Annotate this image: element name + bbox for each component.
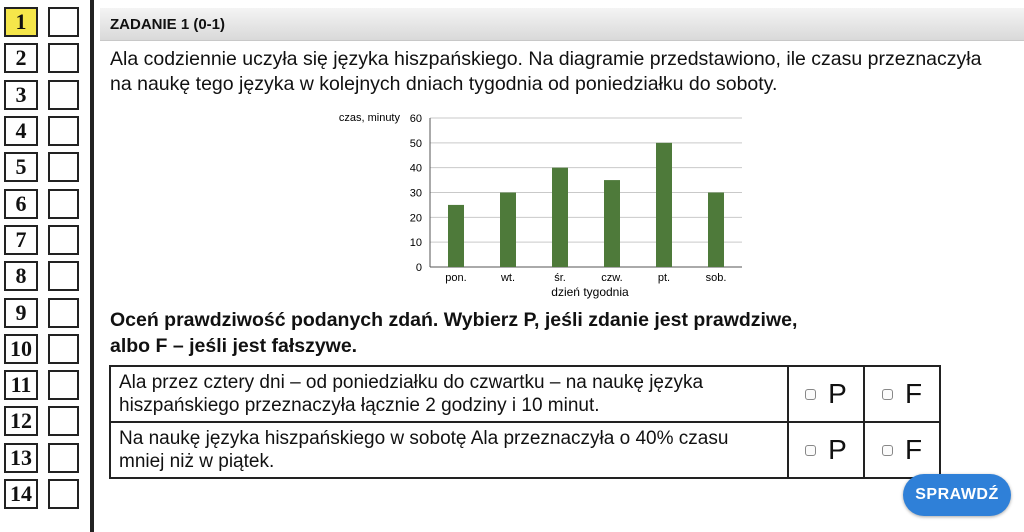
- nav-row: [4, 4, 84, 40]
- option-label: F: [904, 378, 923, 409]
- option-false[interactable]: [864, 366, 940, 422]
- statements-table: [109, 365, 941, 479]
- nav-number[interactable]: 6: [4, 189, 38, 219]
- nav-row: [4, 403, 84, 439]
- nav-row: [4, 222, 84, 258]
- radio-circle-icon[interactable]: [805, 389, 816, 400]
- y-tick-label: 20: [409, 212, 422, 225]
- nav-status-box[interactable]: [48, 334, 79, 364]
- x-tick-label: wt.: [500, 272, 516, 284]
- nav-row: [4, 40, 84, 76]
- chart-bars: [448, 143, 724, 267]
- nav-row: [4, 185, 84, 221]
- chart-bar: [708, 193, 724, 268]
- option-false[interactable]: [864, 422, 940, 478]
- option-label: P: [828, 434, 847, 465]
- nav-row: [4, 113, 84, 149]
- nav-status-box[interactable]: [48, 189, 79, 219]
- nav-status-box[interactable]: [48, 7, 79, 37]
- nav-number[interactable]: 7: [4, 225, 38, 255]
- nav-number[interactable]: 11: [4, 370, 38, 400]
- nav-status-box[interactable]: [48, 370, 79, 400]
- statement-text: Na naukę języka hiszpańskiego w sobotę Ala przeznaczyła o 40% czasu mniej niż w piątek.: [110, 422, 788, 478]
- vertical-divider: [90, 0, 94, 532]
- radio-circle-icon[interactable]: [805, 445, 816, 456]
- task-instruction-line: albo F – jeśli jest fałszywe.: [110, 335, 358, 357]
- nav-row: [4, 331, 84, 367]
- chart-bar: [500, 193, 516, 268]
- chart-y-label: czas, minuty: [338, 112, 400, 124]
- nav-status-box[interactable]: [48, 116, 79, 146]
- option-true[interactable]: [788, 422, 864, 478]
- nav-status-box[interactable]: [48, 479, 79, 509]
- task-navigator: [4, 4, 84, 512]
- nav-number[interactable]: 13: [4, 443, 38, 473]
- nav-row: [4, 149, 84, 185]
- x-tick-label: sob.: [705, 272, 727, 284]
- nav-status-box[interactable]: [48, 152, 79, 182]
- y-tick-label: 60: [409, 113, 422, 125]
- nav-status-box[interactable]: [48, 298, 79, 328]
- nav-status-box[interactable]: [48, 225, 79, 255]
- x-tick-label: pon.: [445, 272, 467, 284]
- chart-bar: [448, 205, 464, 267]
- chart-x-label: dzień tygodnia: [551, 285, 629, 299]
- x-tick-label: pt.: [657, 272, 671, 284]
- nav-status-box[interactable]: [48, 261, 79, 291]
- task-instruction-line: Oceń prawdziwość podanych zdań. Wybierz P, jeśli zdanie jest prawdziwe,: [110, 309, 798, 331]
- y-tick-label: 10: [409, 237, 422, 250]
- nav-status-box[interactable]: [48, 443, 79, 473]
- y-tick-label: 0: [415, 262, 422, 274]
- task-header: [100, 8, 1024, 41]
- statement-row: [110, 366, 940, 422]
- radio-circle-icon[interactable]: [882, 445, 893, 456]
- bar-chart: [320, 104, 760, 304]
- nav-number[interactable]: 1: [4, 7, 38, 37]
- nav-number[interactable]: 9: [4, 298, 38, 328]
- nav-row: [4, 294, 84, 330]
- nav-number[interactable]: 4: [4, 116, 38, 146]
- chart-grid: [430, 118, 742, 267]
- check-button[interactable]: SPRAWDŹ: [903, 474, 1011, 516]
- x-tick-label: śr.: [554, 272, 566, 284]
- chart-x-ticks: [445, 272, 726, 284]
- nav-number[interactable]: 14: [4, 479, 38, 509]
- nav-number[interactable]: 3: [4, 80, 38, 110]
- x-tick-label: czw.: [601, 272, 623, 284]
- option-label: P: [828, 378, 847, 409]
- statement-row: [110, 422, 940, 478]
- nav-number[interactable]: 12: [4, 406, 38, 436]
- nav-status-box[interactable]: [48, 43, 79, 73]
- y-tick-label: 30: [409, 187, 422, 200]
- nav-row: [4, 367, 84, 403]
- nav-number[interactable]: 8: [4, 261, 38, 291]
- nav-number[interactable]: 5: [4, 152, 38, 182]
- statement-text: Ala przez cztery dni – od poniedziałku do czwartku – na naukę języka hiszpańskiego przeznaczyła łącznie 2 godziny i 10 minut.: [110, 366, 788, 422]
- nav-row: [4, 440, 84, 476]
- nav-row: [4, 476, 84, 512]
- nav-row: [4, 258, 84, 294]
- chart-y-ticks: [410, 113, 422, 274]
- nav-number[interactable]: 10: [4, 334, 38, 364]
- option-true[interactable]: [788, 366, 864, 422]
- option-label: F: [904, 434, 923, 465]
- task-intro: Ala codziennie uczyła się języka hiszpańskiego. Na diagramie przedstawiono, ile czasu przeznaczyła na naukę tego języka w kolejnych dniach tygodnia od poniedziałku do soboty.: [110, 48, 982, 95]
- nav-status-box[interactable]: [48, 406, 79, 436]
- nav-number[interactable]: 2: [4, 43, 38, 73]
- radio-circle-icon[interactable]: [882, 389, 893, 400]
- y-tick-label: 50: [409, 137, 422, 150]
- chart-bar: [656, 143, 672, 267]
- nav-row: [4, 77, 84, 113]
- chart-bar: [604, 180, 620, 267]
- task-instruction: [110, 307, 870, 359]
- nav-status-box[interactable]: [48, 80, 79, 110]
- chart-bar: [552, 168, 568, 267]
- task-title: ZADANIE 1 (0-1): [110, 15, 226, 33]
- y-tick-label: 40: [409, 162, 422, 175]
